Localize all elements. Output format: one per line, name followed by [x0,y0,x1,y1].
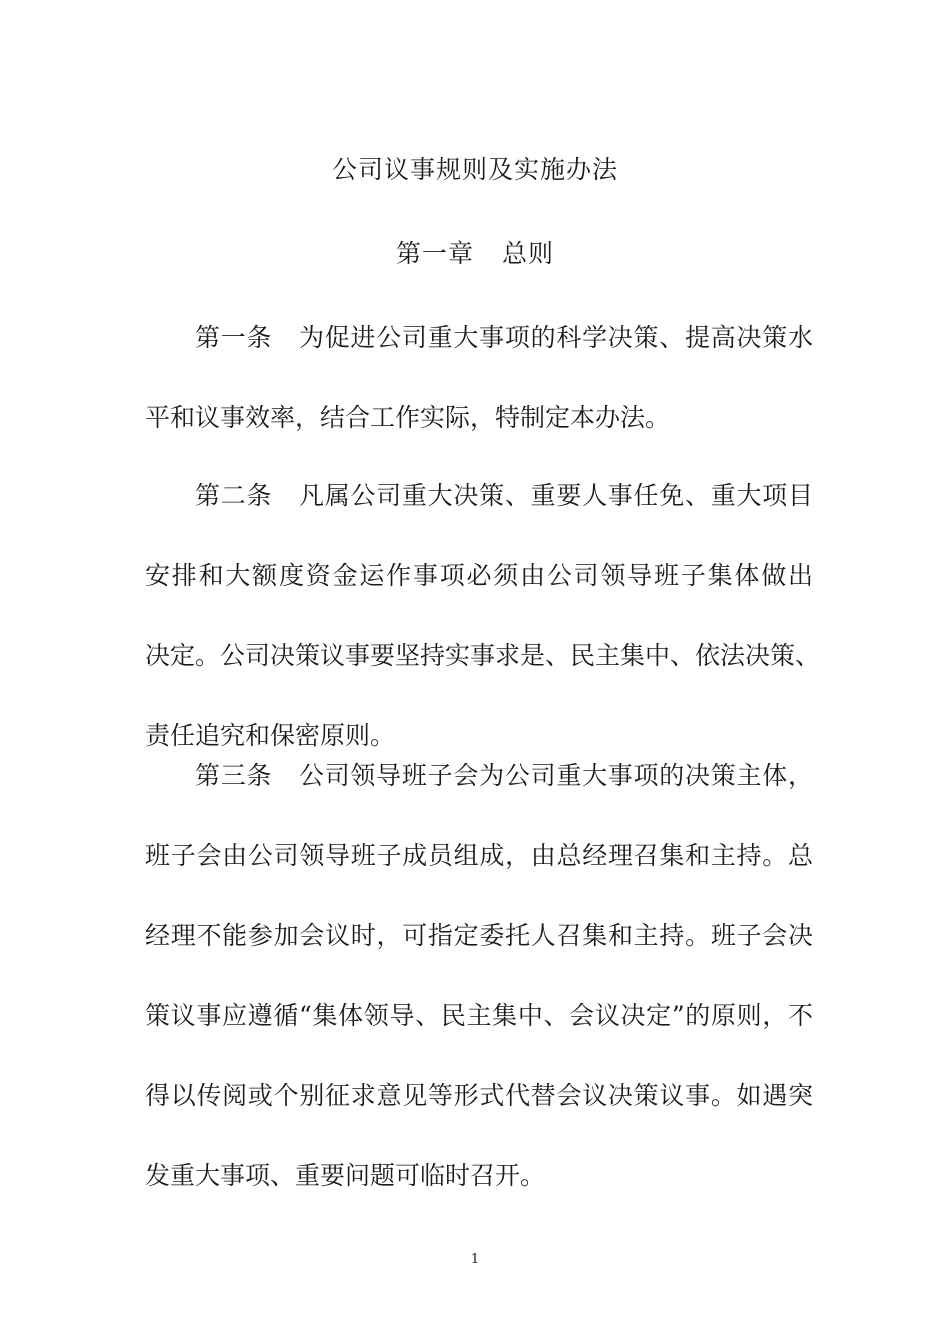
article-3 [145,736,813,1216]
article-line: 得以传阅或个别征求意见等形式代替会议决策议事。如遇突 [145,1081,813,1110]
article-label: 第三条 [195,761,273,790]
article-line: 第二条 凡属公司重大决策、重要人事任免、重大项目 [195,481,813,510]
article-1 [145,298,813,458]
page-number: 1 [470,1252,480,1267]
article-2 [145,456,821,776]
article-label: 第一条 [195,323,273,352]
article-line: 决定。公司决策议事要坚持实事求是、民主集中、依法决策、 [145,641,821,670]
article-line: 平和议事效率，结合工作实际，特制定本办法。 [145,403,671,432]
article-line: 班子会由公司领导班子成员组成，由总经理召集和主持。总 [145,841,813,870]
article-label: 第二条 [195,481,273,510]
document-title: 公司议事规则及实施办法 [331,155,618,184]
article-line: 策议事应遵循“集体领导、民主集中、会议决定”的原则，不 [145,1001,813,1030]
article-line: 责任追究和保密原则。 [145,721,396,750]
chapter-name: 总则 [502,239,555,268]
chapter-number: 第一章 [395,239,474,268]
article-line: 经理不能参加会议时，可指定委托人召集和主持。班子会决 [145,921,813,950]
article-line: 第三条 公司领导班子会为公司重大事项的决策主体， [195,761,813,790]
chapter-heading [0,234,950,274]
article-line: 安排和大额度资金运作事项必须由公司领导班子集体做出 [145,561,813,590]
article-line: 第一条 为促进公司重大事项的科学决策、提高决策水 [195,323,813,352]
article-line: 发重大事项、重要问题可临时召开。 [145,1161,546,1190]
